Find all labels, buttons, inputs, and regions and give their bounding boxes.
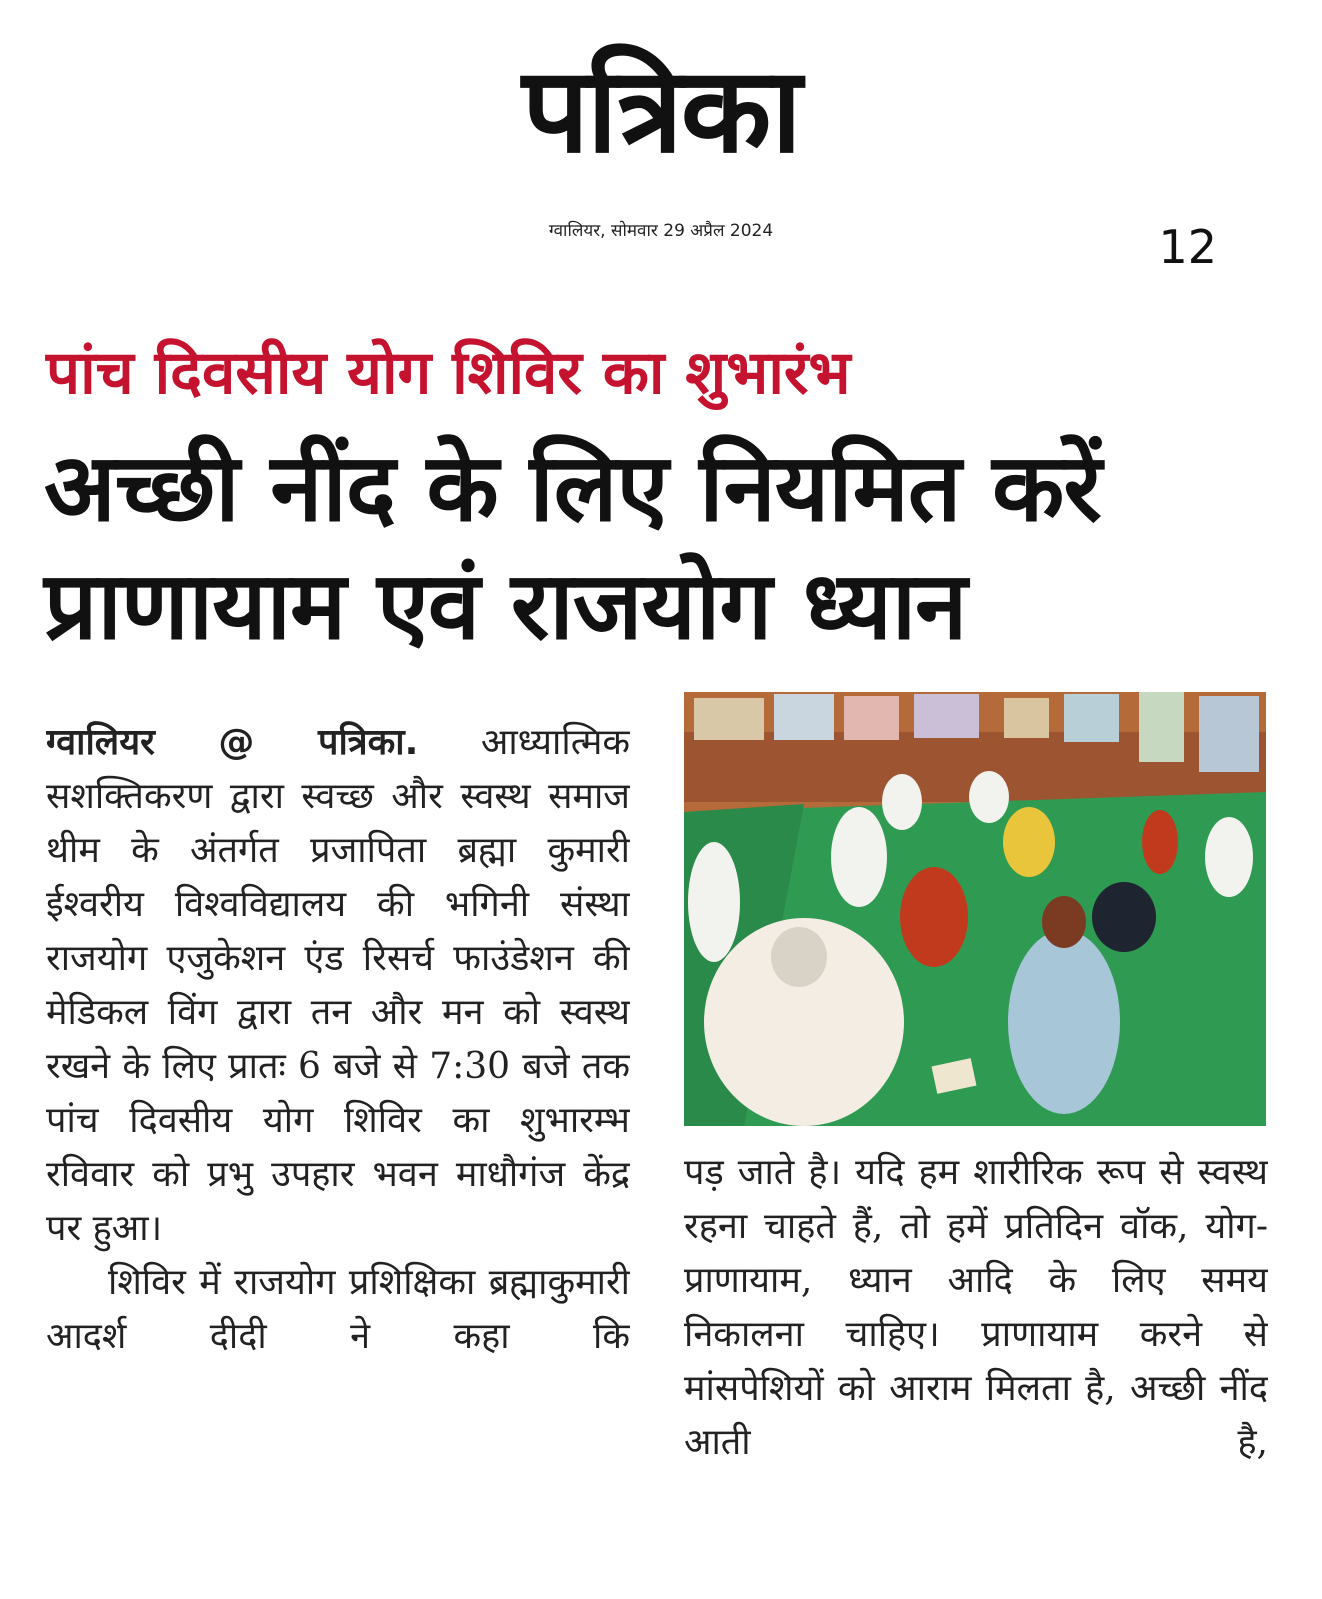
page-number: 12	[1158, 220, 1217, 274]
dateline: ग्वालियर, सोमवार 29 अप्रैल 2024	[548, 221, 774, 241]
yoga-camp-photo-illustration	[684, 692, 1266, 1126]
yoga-camp-photo	[684, 692, 1266, 1126]
headline-line-2: प्राणायाम एवं राजयोग ध्यान	[44, 552, 967, 661]
article-body-right-column	[684, 1146, 1268, 1494]
article-body-left-column	[46, 716, 630, 1494]
article-kicker: पांच दिवसीय योग शिविर का शुभारंभ	[46, 338, 851, 408]
headline-line-1: अच्छी नींद के लिए नियमित करें	[44, 434, 1101, 543]
newspaper-masthead: पत्रिका	[522, 40, 800, 179]
article-byline: ग्वालियर @ पत्रिका.	[46, 722, 419, 763]
article-headline	[44, 430, 1284, 666]
right-column-paragraph: पड़ जाते है। यदि हम शारीरिक रूप से स्वस्थ रहना चाहते हैं, तो हमें प्रतिदिन वॉक, योग-प्राणायाम, ध्यान आदि के लिए समय निकालना चाहिए। प्राणायाम करने से मांसपेशियों को आराम मिलता है, अच्छी नींद आती है,	[684, 1152, 1268, 1463]
article-paragraph-2: शिविर में राजयोग प्रशिक्षिका ब्रह्माकुमारी आदर्श दीदी ने कहा कि	[46, 1262, 630, 1357]
article-paragraph-1	[46, 716, 630, 1256]
paragraph-1-text: आध्यात्मिक सशक्तिकरण द्वारा स्वच्छ और स्वस्थ समाज थीम के अंतर्गत प्रजापिता ब्रह्मा कुमारी ईश्वरीय विश्वविद्यालय की भगिनी संस्था राजयोग एजुकेशन एंड रिसर्च फाउंडेशन की मेडिकल विंग द्वारा तन और मन को स्वस्थ रखने के लिए प्रातः 6 बजे से 7:30 बजे तक पांच दिवसीय योग शिविर का शुभारम्भ रविवार को प्रभु उपहार भवन माधौगंज केंद्र पर हुआ।	[46, 722, 630, 1249]
